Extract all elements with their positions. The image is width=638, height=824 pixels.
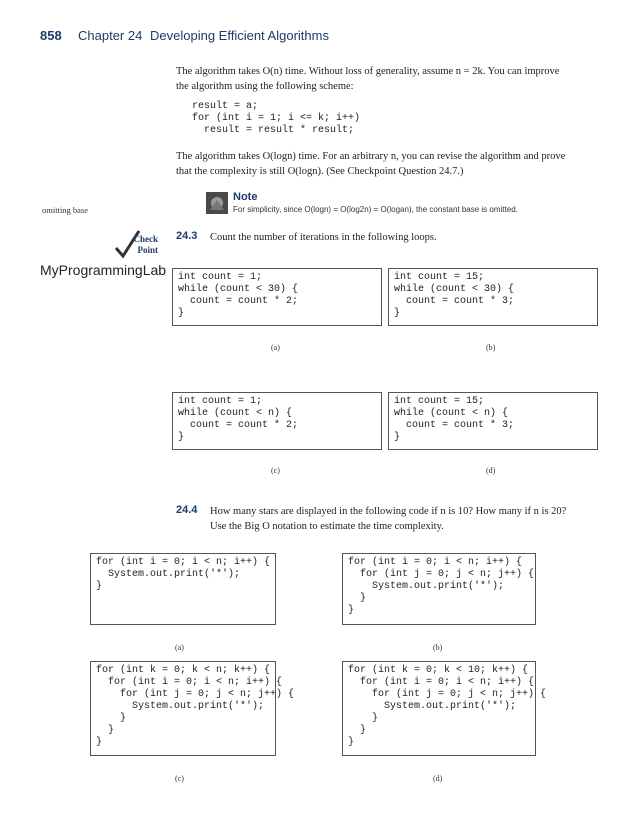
margin-label-omitting-base: omitting base	[42, 205, 89, 215]
code-24-3-a: int count = 1; while (count < 30) { count = count * 2; }	[178, 272, 299, 319]
question-text-24-4b: Use the Big O notation to estimate the time complexity.	[210, 521, 444, 532]
question-number-24-4: 24.4	[176, 504, 198, 516]
myprogramminglab-logo: MyProgrammingLab	[40, 262, 167, 278]
chapter-label: Chapter 24	[78, 28, 143, 43]
checkpoint-badge	[112, 228, 162, 260]
note-text: For simplicity, since O(logn) = O(log2n) = O(logan), the constant base is omitted.	[233, 205, 518, 214]
checkmark-icon	[112, 228, 142, 260]
intro-code-line-2: for (int i = 1; i <= k; i++)	[192, 113, 361, 124]
code-24-4-c: for (int k = 0; k < n; k++) { for (int i = 0; i < n; i++) { for (int j = 0; j < n; j++) { System.out.print('*'); } } }	[96, 665, 295, 748]
caption-24-3-c: (c)	[271, 466, 280, 475]
caption-24-3-a: (a)	[271, 343, 280, 352]
code-box-24-3-b	[388, 268, 598, 326]
chapter-title: Developing Efficient Algorithms	[150, 28, 329, 43]
question-text-24-4a: How many stars are displayed in the following code if n is 10? How many if n is 20?	[210, 506, 567, 517]
intro-paragraph-1a: The algorithm takes O(n) time. Without loss of generality, assume n = 2k. You can improve	[176, 66, 560, 77]
intro-paragraph-1b: the algorithm using the following scheme:	[176, 81, 354, 92]
code-box-24-4-c	[90, 661, 295, 756]
note-icon	[206, 192, 228, 214]
caption-24-4-b: (b)	[433, 643, 443, 652]
code-box-24-4-b	[342, 553, 536, 625]
question-number-24-3: 24.3	[176, 230, 198, 242]
code-24-3-b: int count = 15; while (count < 30) { count = count * 3; }	[394, 272, 515, 319]
code-box-24-3-c	[172, 392, 382, 450]
code-24-4-d: for (int k = 0; k < 10; k++) { for (int i = 0; i < n; i++) { for (int j = 0; j < n; j++) { System.out.print('*'); } } }	[348, 665, 547, 748]
caption-24-3-d: (d)	[486, 466, 496, 475]
checkpoint-line-2: Point	[137, 245, 158, 255]
code-box-24-3-d	[388, 392, 598, 450]
code-24-4-a: for (int i = 0; i < n; i++) { System.out.print('*'); }	[96, 557, 271, 592]
note-title: Note	[233, 191, 258, 203]
intro-paragraph-2a: The algorithm takes O(logn) time. For an arbitrary n, you can revise the algorithm and prove	[176, 151, 566, 162]
question-text-24-3: Count the number of iterations in the following loops.	[210, 232, 437, 243]
intro-code-line-1: result = a;	[192, 101, 259, 112]
code-24-3-c: int count = 1; while (count < n) { count = count * 2; }	[178, 396, 299, 443]
code-box-24-4-d	[342, 661, 547, 756]
caption-24-4-c: (c)	[175, 774, 184, 783]
code-box-24-3-a	[172, 268, 382, 326]
caption-24-4-a: (a)	[175, 643, 184, 652]
page-number: 858	[40, 28, 62, 43]
intro-code-line-3: result = result * result;	[192, 125, 355, 136]
code-24-3-d: int count = 15; while (count < n) { count = count * 3; }	[394, 396, 515, 443]
caption-24-3-b: (b)	[486, 343, 496, 352]
code-box-24-4-a	[90, 553, 276, 625]
caption-24-4-d: (d)	[433, 774, 443, 783]
intro-paragraph-2b: that the complexity is still O(logn). (See Checkpoint Question 24.7.)	[176, 166, 464, 177]
code-24-4-b: for (int i = 0; i < n; i++) { for (int j = 0; j < n; j++) { System.out.print('*'); } }	[348, 557, 535, 616]
checkpoint-line-1: Check	[133, 234, 158, 244]
